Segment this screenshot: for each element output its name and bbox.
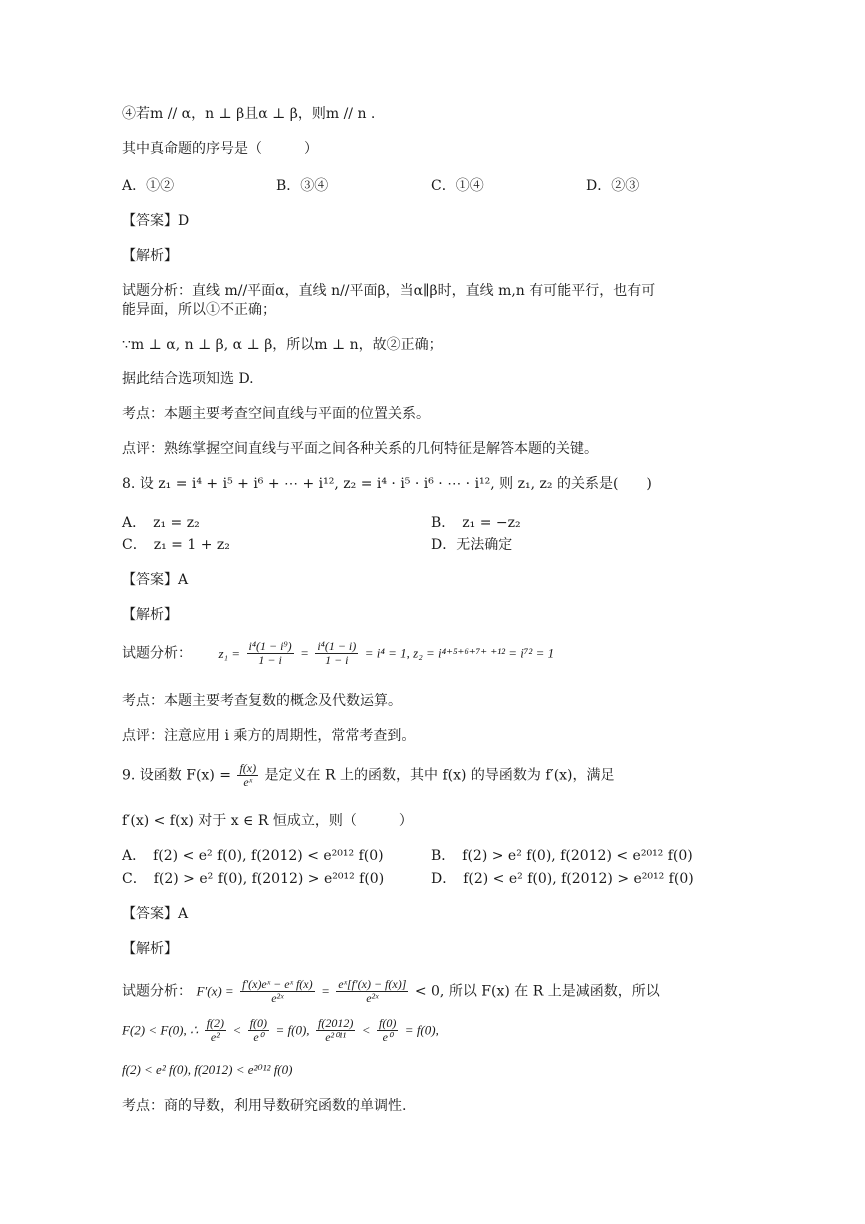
q9-row2-fraction-3-numerator: f(2012) [318, 1016, 354, 1030]
q8-fraction-1 [247, 640, 294, 667]
q9-derivative-tail: < 0, 所以 F(x) 在 R 上是减函数，所以 [414, 983, 660, 1000]
q8-fraction-2-numerator: i⁴(1 − i) [317, 639, 357, 653]
q9-stem-denominator: eˣ [243, 775, 253, 789]
q8-analysis-heading: 【解析】 [122, 607, 178, 623]
q8-fraction-2-denominator: 1 − i [325, 653, 349, 667]
q8-option-b: B． z₁ = −z₂ [431, 515, 521, 531]
q9-row2-tail: = f(0), [404, 1022, 439, 1038]
q7-kaodian: 考点：本题主要考查空间直线与平面的位置关系。 [122, 406, 430, 422]
q9-row2-fraction-2-denominator: e⁰ [253, 1030, 264, 1044]
q9-stem [122, 762, 615, 789]
q9-row2-fraction-1-numerator: f(2) [206, 1016, 225, 1030]
q9-row2-middle: = f(0), [275, 1022, 310, 1038]
q9-analysis-row2: F(2) < F(0), ∴ $\frac{f(2)}{\text{e²}}$ < $\frac{f(0)}{\text{e⁰}}$ = f(0), $\frac{f(2012)}{\text{e²⁰¹¹}}$ < $\frac{f(0)}{\text{e⁰}}$ = f(0), [122, 1016, 439, 1044]
q8-kaodian: 考点：本题主要考查复数的概念及代数运算。 [122, 693, 402, 709]
q7-analysis-line2: 能异面，所以①不正确； [122, 302, 276, 318]
q9-row2-fraction-2-numerator: f(0) [249, 1016, 268, 1030]
q8-fraction-1-numerator: i⁴(1 − i⁹) [248, 639, 292, 653]
q7-option-d: D．②③ [586, 178, 640, 194]
q8-dianping: 点评：注意应用 i 乘方的周期性，常常考查到。 [122, 728, 416, 744]
q7-dianping: 点评：熟练掌握空间直线与平面之间各种关系的几何特征是解答本题的关键。 [122, 441, 598, 457]
q9-derivative-fraction-2 [336, 978, 408, 1005]
q9-kaodian: 考点：商的导数，利用导数研究函数的单调性. [122, 1098, 407, 1114]
q8-z1-lhs: z₁ = [218, 645, 241, 661]
q7-item4: ④若m // α，n ⊥ β且α ⊥ β，则m // n . [122, 106, 376, 122]
q7-analysis-heading: 【解析】 [122, 248, 178, 264]
q7-option-b: B．③④ [276, 178, 329, 194]
q8-analysis-row: 试题分析： z₁ = $\frac{\text{i⁴(1 − i⁹)}}{1 - i}$ = $\frac{\text{i⁴(1 − i)}}{1 - i}$ = i⁴ = 1, z₂ = i⁴⁺⁵⁺⁶⁺⁷⁺ ⁺¹² = i⁷² = 1 [122, 639, 555, 667]
q9-row2-fraction-4-numerator: f(0) [379, 1016, 397, 1030]
q8-analysis-tail: = i⁴ = 1, z₂ = i⁴⁺⁵⁺⁶⁺⁷⁺ ⁺¹² = i⁷² = 1 [364, 645, 555, 661]
q7-option-a: A．①② [122, 178, 175, 194]
q9-analysis-row3: f(2) < e² f(0), f(2012) < e²⁰¹² f(0) [122, 1062, 293, 1077]
q9-row2-fraction-4 [377, 1017, 398, 1044]
q9-derivative-fraction-1-denominator: e²ˣ [271, 991, 284, 1005]
q9-derivative-fraction-2-denominator: e²ˣ [366, 991, 379, 1005]
q9-answer: 【答案】A [122, 906, 189, 922]
q9-analysis-heading: 【解析】 [122, 941, 178, 957]
q9-option-a: A． f(2) < e² f(0), f(2012) < e²⁰¹² f(0) [122, 848, 384, 864]
q8-analysis-label: 试题分析： [122, 645, 192, 662]
q9-derivative-fraction-1 [240, 978, 314, 1005]
q8-option-d: D．无法确定 [431, 537, 513, 553]
q9-derivative-lhs: F′(x) = [196, 983, 234, 999]
q9-row2-fraction-3 [316, 1017, 355, 1044]
q9-condition: f′(x) < f(x) 对于 x ∈ R 恒成立，则（ ） [122, 813, 413, 829]
q9-option-d: D． f(2) < e² f(0), f(2012) > e²⁰¹² f(0) [431, 871, 694, 887]
q9-row2-fraction-3-denominator: e²⁰¹¹ [325, 1030, 347, 1044]
q8-option-c: C． z₁ = 1 + z₂ [122, 537, 230, 553]
q8-fraction-2 [315, 640, 358, 667]
q9-analysis-label: 试题分析： [122, 983, 192, 1000]
q8-option-a: A． z₁ = z₂ [122, 515, 200, 531]
q7-option-c: C．①④ [431, 178, 484, 194]
q7-analysis-line3: ∵m ⊥ α, n ⊥ β, α ⊥ β，所以m ⊥ n，故②正确； [122, 337, 443, 353]
q9-row2-prefix: F(2) < F(0), ∴ [122, 1022, 199, 1038]
q9-stem-fraction [237, 762, 258, 789]
q7-answer: 【答案】D [122, 213, 190, 229]
q9-derivative-fraction-2-numerator: eˣ[f′(x) − f(x)] [338, 977, 407, 991]
q7-prompt: 其中真命题的序号是（ ） [122, 141, 318, 157]
q8-stem: 8. 设 z₁ = i⁴ + i⁵ + i⁶ + ⋯ + i¹², z₂ = i⁴ · i⁵ · i⁶ · ⋯ · i¹², 则 z₁, z₂ 的关系是( ) [122, 476, 652, 492]
q9-derivative-fraction-1-numerator: f′(x)eˣ − eˣ f(x) [242, 977, 313, 991]
q9-stem-prefix: 9. 设函数 F(x) = [122, 767, 231, 784]
q9-stem-numerator: f(x) [239, 761, 257, 775]
q9-option-b: B． f(2) > e² f(0), f(2012) < e²⁰¹² f(0) [431, 848, 693, 864]
q9-analysis-row1: 试题分析： F′(x) = $\frac{\text{f′(x)eˣ − eˣ f(x)}}{\text{e²ˣ}}$ = $\frac{\text{eˣ[f′(x) − f(x)]}}{\text{e²ˣ}}$ < 0, 所以 F(x) 在 R 上是减函数，所以 [122, 977, 660, 1005]
q9-option-c: C． f(2) > e² f(0), f(2012) > e²⁰¹² f(0) [122, 871, 385, 887]
q9-row2-fraction-1 [205, 1017, 226, 1044]
q7-analysis-line4: 据此结合选项知选 D. [122, 371, 254, 387]
q9-stem-suffix: 是定义在 R 上的函数，其中 f(x) 的导函数为 f′(x)，满足 [264, 767, 615, 784]
q9-row2-fraction-4-denominator: e⁰ [382, 1030, 393, 1044]
q7-analysis-line1: 试题分析：直线 m//平面α，直线 n//平面β，当α∥β时，直线 m,n 有可能平行，也有可 [122, 283, 656, 299]
q8-fraction-1-denominator: 1 − i [258, 653, 282, 667]
q9-row2-fraction-1-denominator: e² [210, 1030, 220, 1044]
q9-row2-fraction-2 [248, 1017, 269, 1044]
q8-answer: 【答案】A [122, 572, 189, 588]
